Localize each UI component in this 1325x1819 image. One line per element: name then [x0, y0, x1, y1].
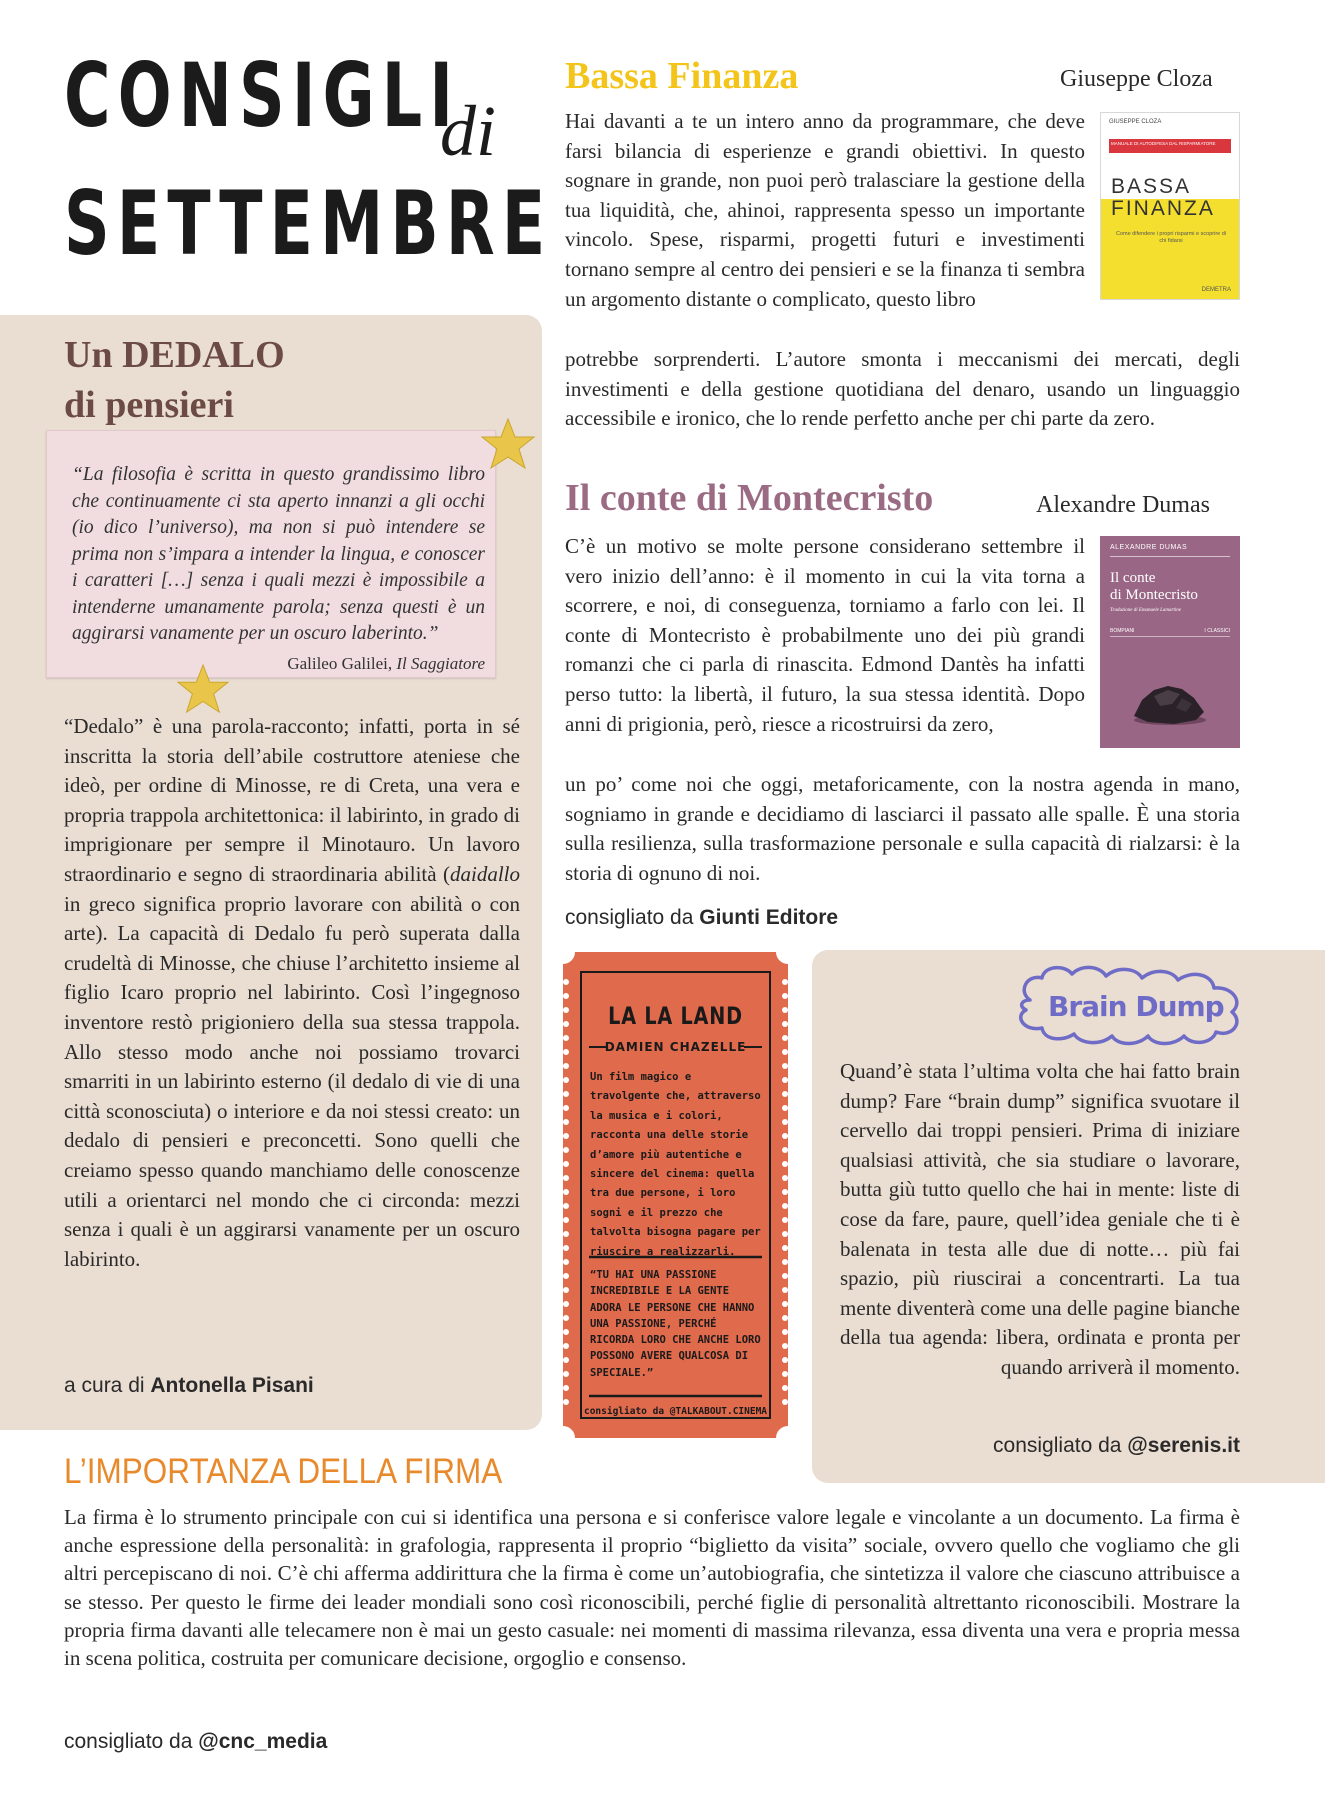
bassa-finanza-book-cover — [1100, 112, 1240, 300]
cover-title — [1110, 570, 1198, 604]
dedalo-credit — [64, 1374, 314, 1398]
cover-rule — [1110, 636, 1230, 637]
credit-name: @cnc_media — [198, 1730, 328, 1753]
ticket-quote: “TU HAI UNA PASSIONE INCREDIBILE E LA GENTE ADORA LE PERSONE CHE HANNO UNA PASSIONE, PERCHÉ RICORDA LORO CHE ANCHE LORO POSSONO AVERE QUALCOSA DI SPECIALE.” — [590, 1269, 761, 1379]
cover-author: ALEXANDRE DUMAS — [1110, 544, 1188, 551]
montecristo-author: Alexandre Dumas — [1036, 492, 1210, 518]
dedalo-title — [64, 330, 285, 430]
dedalo-title-line1: Un DEDALO — [64, 334, 285, 376]
cover-series: I CLASSICI — [1204, 628, 1230, 634]
credit-prefix: consigliato da — [64, 1730, 193, 1753]
credit-prefix: a cura di — [64, 1374, 145, 1397]
quote-work: Il Saggiatore — [396, 654, 485, 673]
cover-rule — [1110, 556, 1230, 557]
page-title-settembre: SETTEMBRE — [64, 172, 553, 275]
credit-name: @serenis.it — [1127, 1434, 1240, 1457]
page-title-di: di — [440, 91, 497, 171]
credit-name: Giunti Editore — [699, 906, 839, 929]
cover-title-line1: BASSA — [1111, 175, 1192, 198]
ticket-title: LA LA LAND — [608, 1002, 743, 1030]
page-title-consigli: CONSIGLI — [64, 44, 461, 147]
firma-body: La firma è lo strumento principale con cui si identifica una persona e si conferisce valore legale e vincolante a un documento. La firma è anche espressione della personalità: in grafologia, rappresenta il proprio “biglietto da visita” sociale, ovvero quello che vogliamo che gli altri percepiscano di noi. C’è chi afferma addirittura che la firma è come un’autobiografia, che sintetizza il valore che ciascuno attribuisce a se stesso. Per questo le firme dei leader mondiali sono così riconoscibili, perché figlie di personalità altrettanto riconoscibili. Mostrare la propria firma davanti alle telecamere non è mai un gesto casuale: nei momenti di massima rilevanza, essa diventa una vera e propria messa in scena politica, costruita per comunicare decisione, orgoglio e consenso. — [64, 1505, 1240, 1671]
cover-title-line2: FINANZA — [1111, 197, 1215, 220]
cover-title-line1: Il conte — [1110, 570, 1156, 586]
brain-dump-credit — [940, 1434, 1240, 1458]
dedalo-body-part1: “Dedalo” è una parola-racconto; infatti, porta in sé inscritta la storia dell’abile costruttore ateniese che ideò, per ordine di Minosse, re di Creta, una vera e propria trappola architettonica: il labirinto, in grado di imprigionare per sempre il Minotauro. Un lavoro straordinario e segno di straordinaria abilità ( — [64, 714, 520, 886]
dedalo-body-italic: daidallo — [449, 861, 520, 886]
cover-band-text: MANUALE DI AUTODIFESA DAL RISPARMIATORE — [1111, 141, 1216, 146]
cover-publisher: BOMPIANI — [1110, 628, 1135, 634]
bassa-finanza-body-part1: Hai davanti a te un intero anno da programmare, che deve farsi bilancia di esperienze e grandi obiettivi. In questo sognare in grande, non puoi però tralasciare la gestione della tua liquidità, che, ahinoi, rappresenta spesso un importante vincolo. Spese, risparmi, progetti futuri e investimenti tornano sempre al centro dei pensieri e se la finanza ti sembra un argomento distante o complicato, questo libro — [565, 109, 1085, 311]
firma-credit — [64, 1730, 327, 1754]
brain-dump-body: Quand’è stata l’ultima volta che hai fatto brain dump? Fare “brain dump” significa svuotare il cervello dai troppi pensieri. Prima di iniziare qualsiasi attività, che sia studiare o lavorare, butta giù tutto quello che hai in mente: liste di cose da fare, paure, quell’idea geniale che ti è balenata in testa alle due di notte… più fai spazio, più riuscirai a concentrarti. La tua mente diventerà come una delle pagine bianche della tua agenda: libera, ordinata e pronta per quando arriverà il momento. — [840, 1059, 1240, 1379]
cover-publisher: DEMETRA — [1201, 287, 1231, 293]
bassa-finanza-title: Bassa Finanza — [565, 55, 799, 97]
dedalo-body — [64, 712, 520, 1274]
montecristo-body-part2: un po’ come noi che oggi, metaforicamente, con la nostra agenda in mano, sogniamo in grande e decidiamo di lasciarci il passato alle spalle. È una storia sulla resilienza, sulla trasformazione personale e sulla capacità di rialzarsi: è la storia di ognuno di noi. — [565, 772, 1240, 885]
quote-author: Galileo Galilei, — [287, 654, 393, 673]
brain-dump-title: Brain Dump — [1048, 990, 1224, 1023]
cover-subtitle: Come difendere i propri risparmi e scoprire di chi fidarsi — [1115, 231, 1227, 244]
bassa-finanza-body-part2: potrebbe sorprenderti. L’autore smonta i meccanismi dei mercati, degli investimenti e della gestione quotidiana del denaro, usando un linguaggio accessibile e ironico, che lo rende perfetto anche per chi parte da zero. — [565, 347, 1240, 431]
dedalo-title-line2: di pensieri — [64, 384, 234, 426]
firma-title: L’IMPORTANZA DELLA FIRMA — [64, 1452, 503, 1491]
cover-author: GIUSEPPE CLOZA — [1109, 119, 1162, 125]
montecristo-body-part1: C’è un motivo se molte persone considerano settembre il vero inizio dell’anno: è il momento in cui la vita torna a scorrere, e noi, di conseguenza, torniamo a farlo con lei. Il conte di Montecristo è probabilmente uno dei più grandi romanzi che ci parla di rinascita. Edmond Dantès ha infatti perso tutto: la libertà, il futuro, la sua stessa identità. Dopo anni di prigionia, però, riesce a ricostruirsi da zero, — [565, 534, 1085, 736]
ticket-director: DAMIEN CHAZELLE — [604, 1040, 747, 1054]
cover-title-line2: di Montecristo — [1110, 587, 1198, 603]
galileo-quote: “La filosofia è scritta in questo grandissimo libro che continuamente ci sta aperto innanzi a gli occhi (io dico l’universo), ma non si può intendere se prima non s’impara a intender la lingua, e conoscer i caratteri […] senza i quali mezzi è impossibile a intenderne umanamente parola; senza questi è un aggirarsi vanamente per un oscuro laberinto.” — [72, 464, 485, 644]
star-icon — [480, 417, 536, 471]
cover-subtitle: Traduzione di Emanuele Lamartine — [1110, 608, 1181, 613]
credit-prefix: consigliato da — [993, 1434, 1122, 1457]
credit-prefix: consigliato da — [565, 906, 694, 929]
cover-rock-image — [1124, 676, 1216, 728]
credit-name: Antonella Pisani — [150, 1374, 314, 1397]
bassa-finanza-author: Giuseppe Cloza — [1060, 66, 1213, 92]
montecristo-credit — [565, 906, 838, 930]
ticket-description: Un film magico e travolgente che, attraverso la musica e i colori, racconta una delle storie d’amore più autentiche e sincere del cinema: quella tra due persone, i loro sogni e il prezzo che talvolta bisogna pagare per riuscire a realizzarli. — [590, 1071, 761, 1258]
ticket-credit: consigliato da @TALKABOUT.CINEMA — [583, 1406, 768, 1417]
dedalo-body-part2: in greco significa proprio lavorare con abilità o con arte). La capacità di Dedalo fu però superata dalla crudeltà di Minosse, che chiuse l’architetto insieme al figlio Icaro proprio nel labirinto. Così l’ingegnoso inventore restò prigioniero della sua stessa trappola. Allo stesso modo anche noi possiamo trovarci smarriti in un labirinto esterno (il dedalo di vie di una città sconosciuta) o interiore e da noi stessi creato: un dedalo di pensieri e preconcetti. Sono quelli che creiamo spesso quando manchiamo delle conoscenze utili a orientarci nel mondo che ci circonda: mezzi senza i quali è un aggirarsi vanamente per un oscuro labirinto. — [64, 891, 520, 1271]
montecristo-book-cover — [1100, 536, 1240, 748]
montecristo-title: Il conte di Montecristo — [565, 477, 934, 519]
quote-source — [72, 654, 485, 674]
